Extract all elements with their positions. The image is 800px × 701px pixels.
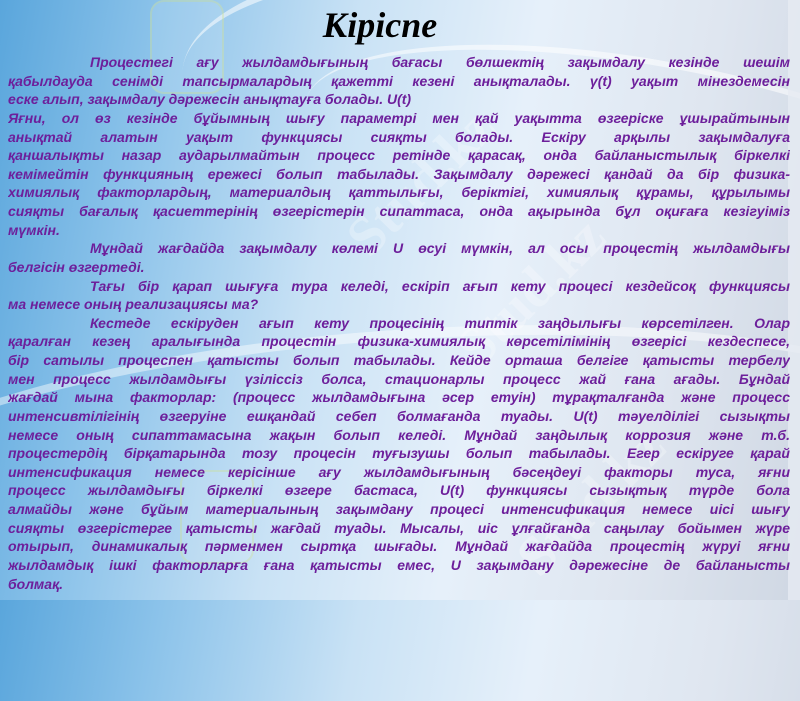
paragraph-line: Тағы бір қарап шығуға тура келеді, ескіріп ағып кету процесі кездейсоқ функциясы — [90, 277, 790, 294]
paragraph-line: интенсивтілігінің өзгеруіне ешқандай себеп болмағанда туады. U(t) тәуелділігі сызықты — [8, 407, 790, 424]
paragraph-line: процестердің бірқатарында тозу процесін туғызушы болып табылады. Егер ескіруге қарай — [8, 445, 790, 462]
paragraph-line: Процестегі ағу жылдамдығының бағасы бөлшектің зақымдалу кезінде шешім — [90, 54, 790, 70]
paragraph-line: мүмкін. — [8, 221, 60, 238]
paragraph-line: Мұндай жағдайда зақымдалу көлемі U өсуі мүмкін, ал осы процестің жылдамдығы — [90, 240, 790, 257]
paragraph-line: интенсификация немесе керісінше ағу жылдамдығының бәсеңдеуі факторы туса, яғни — [8, 463, 790, 480]
paragraph-line: Кестеде ескіруден ағып кету процесінің типтік заңдылығы көрсетілген. Олар — [90, 314, 790, 331]
paragraph-line: отырып, динамикалық пәрменмен сыртқа шығады. Мұндай жағдайда процестің жүруі яғни — [8, 538, 790, 555]
paragraph-line: химиялық факторлардың, материалдың қаттылығы, беріктігі, химиялық құрамы, құрылымы — [8, 184, 790, 201]
paragraph-line: ма немесе оның реализациясы ма? — [8, 296, 259, 313]
paragraph-line: сияқты бағалық қасиеттерінің өзгерістерін сипаттаса, онда ақырында бұл оқиғаға кезігуіміз — [8, 203, 790, 219]
watermark-text: Stud.kz — [504, 415, 678, 589]
paragraph-line: Яғни, ол өз кезінде бұйымның шығу параметрі мен қай уақытта өзгеріске ұшырайтынын — [8, 109, 790, 126]
paragraph-line: жағдай мына факторлар: (процесс жылдамдығына әсер етуін) тұрақталғанда және процесс — [8, 389, 790, 406]
paragraph-line: болмақ. — [8, 575, 64, 592]
paragraph-line: алмайды және бұйым материалының зақымдану процесі интенсификация немесе иісі шығу — [8, 501, 790, 517]
paragraph-line: мен процесс жылдамдығы үзіліссіз болса, стационарлы процесс жай ғана ағады. Бұндай — [8, 370, 790, 387]
paragraph-line: қаншалықты назар аударылмайтын процесс ретінде қарасақ, онда байланыстылық біркелкі — [8, 147, 790, 164]
watermark-text: Stud.kz — [444, 205, 618, 379]
paragraph-line: сияқты өзгерістерге қатысты жағдай туады. Мысалы, иіс ұлғайғанда саңылау бойымен жүре — [8, 519, 790, 536]
watermark-text: Stud.kz — [334, 95, 508, 269]
paragraph-line: қабылдауда сенімді тапсырмалардың қажетті кезені анықталады. γ(t) уақыт мінездемесін — [8, 72, 790, 89]
slide-body-text — [8, 53, 790, 593]
paragraph-line: кемімейтін функцияның ережесі болып табылады. Зақымдалу дәрежесі қандай да бір физика- — [8, 165, 790, 182]
paragraph-line: белгісін өзгертеді. — [8, 258, 145, 275]
slide-title: Кіріспе — [322, 5, 438, 45]
paragraph-line: еске алып, зақымдалу дәрежесін анықтауға болады. U(t) — [8, 91, 412, 108]
paragraph-line: процесс жылдамдығы біркелкі өзгере бастаса, U(t) функциясы сызықтық түрде бола — [8, 482, 790, 499]
paragraph-line: жылдамдық ішкі факторларға ғана қатысты емес, U зақымдану дәрежесіне де байланысты — [8, 556, 790, 573]
paragraph-line: анықтай алатын уақыт функциясы сияқты болады. Ескіру арқылы зақымдалуға — [8, 128, 790, 145]
paragraph-line: бір сатылы процеспен қатысты болып табылады. Кейде орташа белгіге қатысты тербелу — [8, 352, 790, 368]
paragraph-line: қаралған кезең аралығында процестін физика-химиялық көрсетілімінің өзгерісі кездеспесе, — [8, 333, 790, 350]
paragraph-line: немесе оның сипаттамасына жақын болып келеді. Мұндай заңдылық коррозия және т.б. — [8, 426, 790, 443]
